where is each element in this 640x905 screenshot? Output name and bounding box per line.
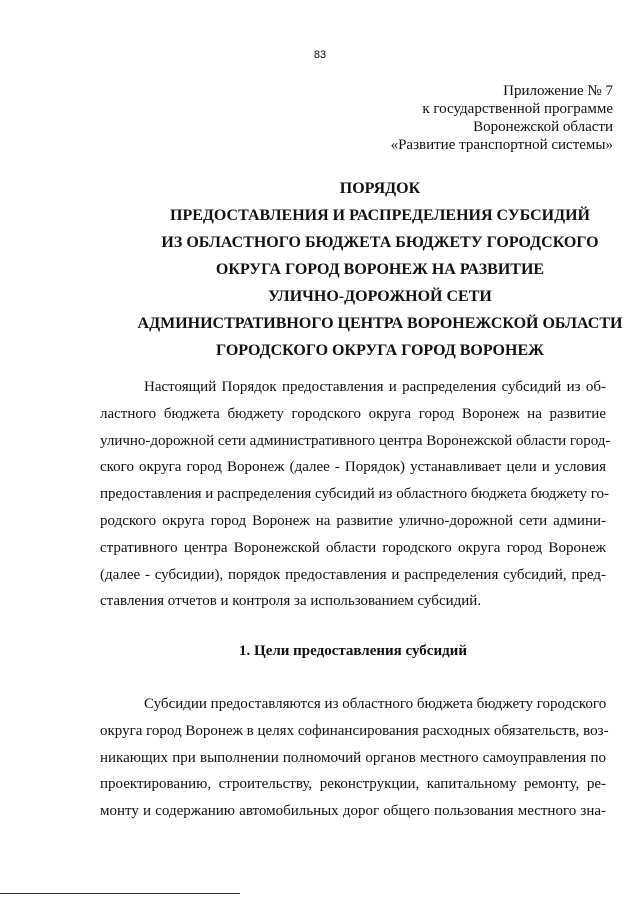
paragraph-line: (далее - субсидии), порядок предоставления и распределения субсидий, пред- xyxy=(100,566,606,583)
paragraph-line: проектированию, строительству, реконструкции, капитальному ремонту, ре- xyxy=(100,776,606,793)
paragraph-line: ластного бюджета бюджету городского округа город Воронеж на развитие xyxy=(100,405,606,422)
title-line: ГОРОДСКОГО ОКРУГА ГОРОД ВОРОНЕЖ xyxy=(216,342,544,359)
paragraph-line: Субсидии предоставляются из областного бюджета бюджету городского xyxy=(144,696,607,712)
section-heading: 1. Цели предоставления субсидий xyxy=(239,643,467,659)
paragraph-line: никающих при выполнении полномочий органов местного самоуправления по xyxy=(100,749,606,766)
appendix-line: к государственной программе xyxy=(422,101,613,117)
paragraph-line: стративного центра Воронежской области городского округа город Воронеж xyxy=(100,539,606,556)
page-number: 83 xyxy=(313,49,327,61)
paragraph-line: улично-дорожной сети административного центра Воронежской области город- xyxy=(100,432,611,449)
paragraph-line: ского округа город Воронеж (далее - Порядок) устанавливает цели и условия xyxy=(100,459,606,476)
section-1-paragraph xyxy=(100,691,609,825)
title-line: АДМИНИСТРАТИВНОГО ЦЕНТРА ВОРОНЕЖСКОЙ ОБЛАСТИ xyxy=(137,315,623,332)
paragraph-line: родского округа город Воронеж на развитие улично-дорожной сети админи- xyxy=(100,512,606,529)
appendix-line: Приложение № 7 xyxy=(503,83,613,99)
title-line: ОКРУГА ГОРОД ВОРОНЕЖ НА РАЗВИТИЕ xyxy=(215,261,545,278)
title-line: ПОРЯДОК xyxy=(339,180,421,197)
title-line: ПРЕДОСТАВЛЕНИЯ И РАСПРЕДЕЛЕНИЯ СУБСИДИЙ xyxy=(170,207,590,224)
intro-paragraph xyxy=(100,374,611,615)
paragraph-line: ставления отчетов и контроля за использованием субсидий. xyxy=(100,593,482,610)
title-line: УЛИЧНО-ДОРОЖНОЙ СЕТИ xyxy=(268,288,492,305)
appendix-reference xyxy=(391,82,613,154)
document-title xyxy=(130,175,630,364)
footer-divider xyxy=(0,893,240,894)
paragraph-line: округа город Воронеж в целях софинансирования расходных обязательств, воз- xyxy=(100,722,609,739)
paragraph-line: монту и содержанию автомобильных дорог общего пользования местного зна- xyxy=(100,803,606,820)
paragraph-line: Настоящий Порядок предоставления и распределения субсидий из об- xyxy=(144,379,606,395)
appendix-line: Воронежской области xyxy=(473,119,613,135)
paragraph-line: предоставления и распределения субсидий из областного бюджета бюджету го- xyxy=(100,486,609,503)
title-line: ИЗ ОБЛАСТНОГО БЮДЖЕТА БЮДЖЕТУ ГОРОДСКОГО xyxy=(161,234,599,251)
appendix-line: «Развитие транспортной системы» xyxy=(390,137,613,153)
